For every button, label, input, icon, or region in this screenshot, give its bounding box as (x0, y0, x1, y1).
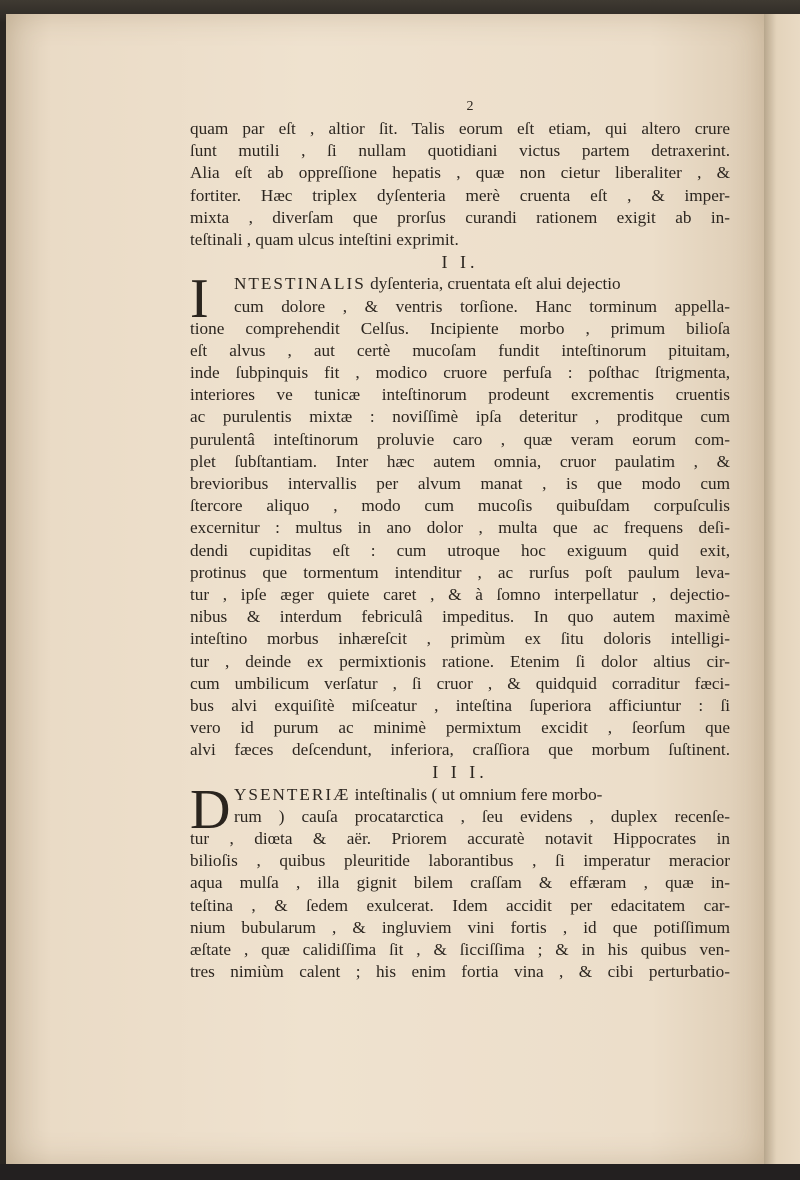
text-line: nium bubularum , & ingluviem vini fortis , id que potiſſimum (190, 917, 730, 937)
text-line: ac purulentis mixtæ : noviſſimè ipſa deteritur , proditque cum (190, 407, 730, 427)
text-line: protinus que tormentum intenditur , ac rurſus poſt paulum leva- (190, 562, 730, 582)
drop-cap: D (190, 778, 231, 841)
lead-word: NTESTINALIS (234, 274, 366, 294)
text-line: ſunt mutili , ſi nullam quotidiani victus partem detraxerint. (190, 141, 730, 161)
text-line: ſtercore aliquo , modo cum mucoſis quibuſdam corpuſculis (190, 496, 730, 516)
text-line (190, 784, 730, 806)
text-line: nibus & interdum febriculâ impeditus. In quo autem maximè (190, 607, 730, 627)
text-line: cum dolore , & ventris torſione. Hanc torminum appella- (234, 296, 730, 316)
text-line: tur , ipſe æger quiete caret , & à ſomno interpellatur , dejectio- (190, 584, 730, 604)
drop-cap: I (190, 268, 209, 331)
text-line: cum umbilicum verſatur , ſi cruor , & quidquid corraditur fæci- (190, 673, 730, 693)
text-line: vero id purum ac minimè permixtum excidit , ſeorſum que (190, 718, 730, 738)
text-line: rum ) cauſa procatarctica , ſeu evidens , duplex recenſe- (234, 806, 730, 826)
text-line: interiores ve tunicæ inteſtinorum prodeunt excrementis cruentis (190, 385, 730, 405)
text-line: teſtinali , quam ulcus inteſtini exprimit. (190, 229, 459, 249)
text-line: inteſtino morbus inhæreſcit , primùm ex ſitu doloris intelligi- (190, 629, 730, 649)
text-line: brevioribus intervallis per alvum manat , is que modo cum (190, 474, 730, 493)
text-line: tione comprehendit Celſus. Incipiente morbo , primum bilioſa (190, 318, 730, 338)
page-number: 2 (466, 99, 474, 114)
text-line: alvi fæces deſcendunt, inferiora, craſſiora que morbum ſuſtinent. (190, 740, 730, 760)
text-line: dendi cupiditas eſt : cum utroque hoc exiguum quid exit, (190, 540, 730, 560)
text-line: fortiter. Hæc triplex dyſenteria merè cruenta eſt , & imper- (190, 185, 730, 205)
text-line: tur , diœta & aër. Priorem accuratè notavit Hippocrates in (190, 829, 730, 848)
line-rest: inteſtinalis ( ut omnium fere morbo- (350, 784, 603, 804)
intro-paragraph (190, 118, 730, 251)
text-line: Alia eſt ab oppreſſione hepatis , quæ non cietur liberaliter , & (190, 163, 730, 183)
book-bottom-edge (0, 1164, 800, 1180)
facing-page-edge (764, 14, 800, 1164)
section-heading-iii: I I I. (432, 762, 488, 783)
text-line: tur , deinde ex permixtionis ratione. Etenim ſi dolor altius cir- (190, 651, 730, 671)
text-line: purulentâ inteſtinorum proluvie caro , quæ veram eorum com- (190, 429, 730, 449)
text-line: teſtina , & ſedem exulcerat. Idem accidit per edacitatem car- (190, 895, 730, 915)
text-line: tres nimiùm calent ; his enim fortia vina , & cibi perturbatio- (190, 962, 730, 982)
text-line: mixta , diverſam que prorſus curandi rationem exigit ab in- (190, 207, 730, 227)
text-line: plet ſubſtantiam. Inter hæc autem omnia, cruor paulatim , & (190, 451, 730, 471)
text-line: aqua mulſa , illa gignit bilem craſſam & effæram , quæ in- (190, 873, 730, 893)
lead-word: YSENTERIÆ (234, 784, 351, 804)
section-iii-paragraph (190, 778, 730, 984)
text-line: æſtate , quæ calidiſſima ſit , & ſicciſſima ; & in his quibus ven- (190, 939, 730, 959)
text-line: eſt alvus , aut certè mucoſam fundit inteſtinorum pituitam, (190, 340, 730, 360)
line-rest: dyſenteria, cruentata eſt alui dejectio (365, 274, 621, 294)
page-text (190, 100, 730, 983)
text-line: excernitur : multus in ano dolor , multa que ac frequens deſi- (190, 518, 730, 538)
text-line: bus alvi exquiſitè miſceatur , inteſtina ſuperiora afficiuntur : ſi (190, 695, 730, 715)
text-line (190, 273, 730, 295)
text-line: bilioſis , quibus pleuritide laborantibus , ſi imperatur meracior (190, 851, 730, 871)
section-heading-ii: I I. (441, 252, 479, 273)
section-ii-paragraph (190, 268, 730, 761)
text-line: inde ſubpinquis fit , modico cruore perfuſa : poſthac ſtrigmenta, (190, 363, 730, 383)
text-line: quam par eſt , altior ſit. Talis eorum eſt etiam, qui altero crure (190, 119, 730, 138)
